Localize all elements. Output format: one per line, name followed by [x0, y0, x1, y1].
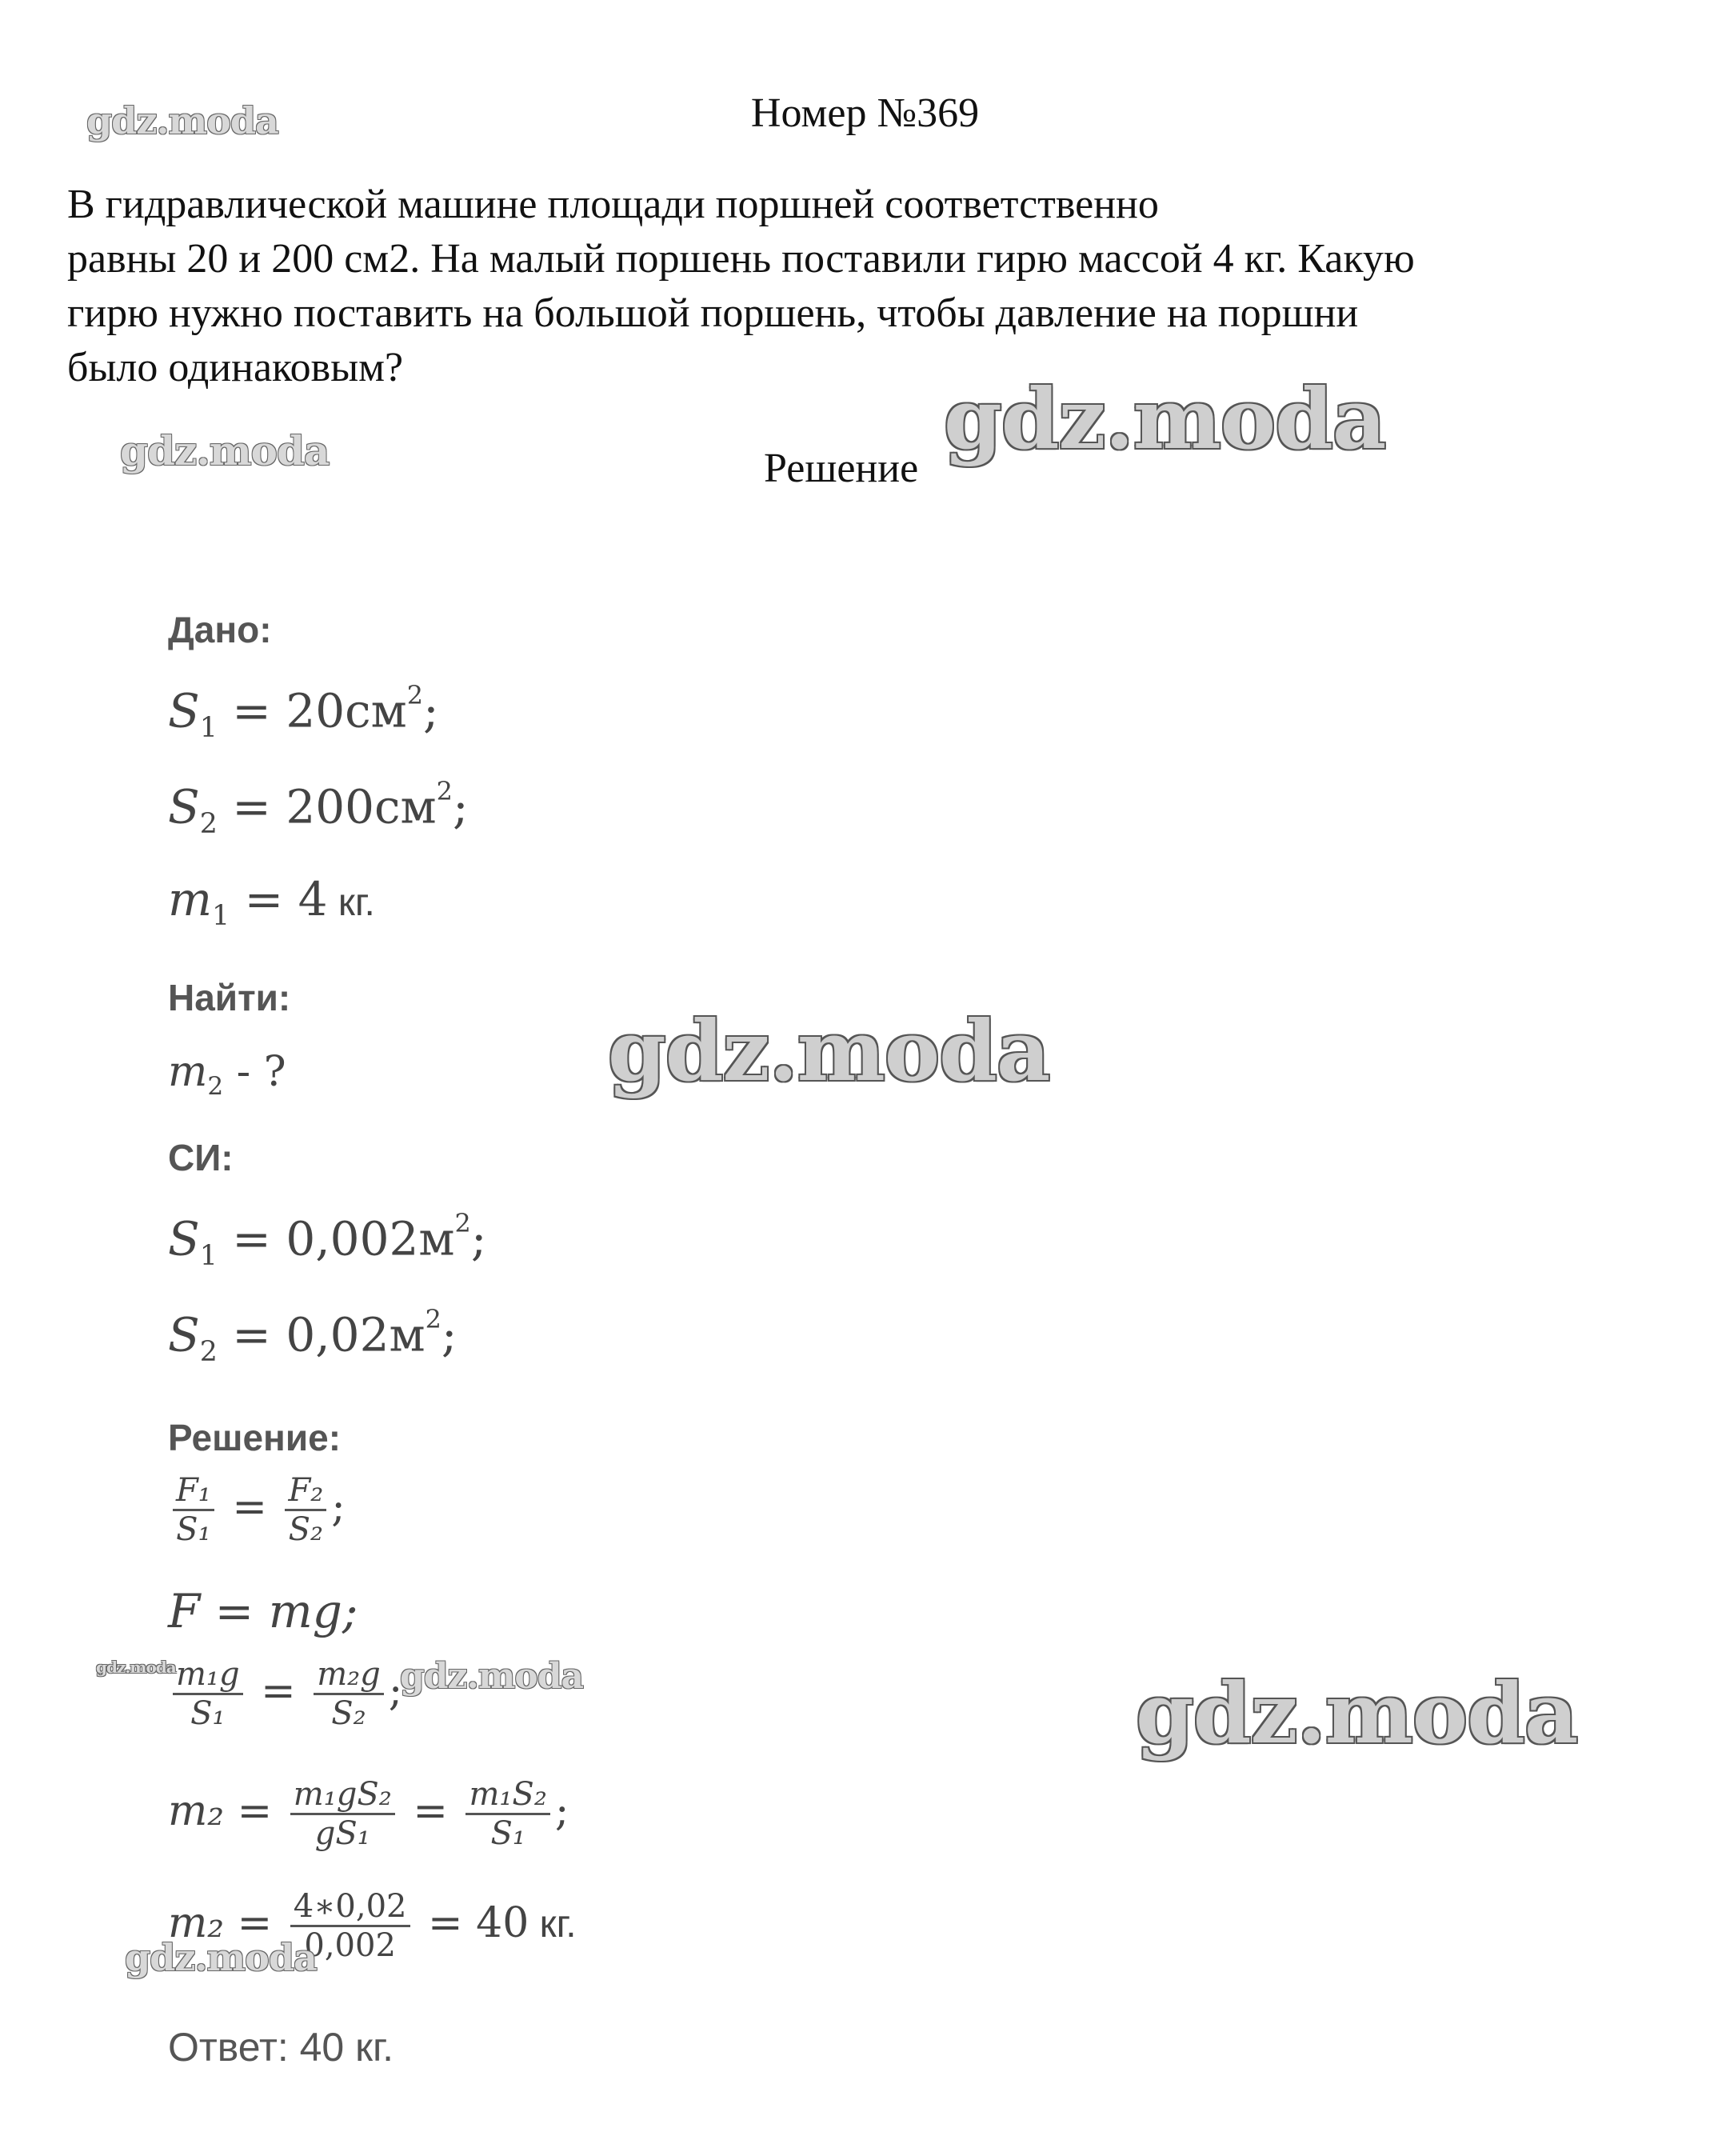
given-s2: $S_2 = 200см^2$; [168, 776, 469, 840]
watermark-large-top: gdz.moda [944, 370, 1386, 468]
fraction: $\frac{\text{m₁g}}{\text{S₁}}$ [173, 1656, 243, 1732]
problem-line: равны 20 и 200 см2. На малый поршень поставили гирю массой 4 кг. Какую [67, 236, 1415, 282]
fraction: $\frac{\text{m₁gS₂}}{\text{gS₁}}$ [290, 1776, 395, 1852]
watermark-top-left: gdz.moda [86, 99, 278, 142]
find-label: Найти: [168, 977, 291, 1018]
solution-label: Решение: [168, 1417, 342, 1458]
watermark-large-middle: gdz.moda [608, 1002, 1050, 1100]
equation-mass-ratio: $\frac{\text{m₁g}}{\text{S₁}}$ = $\frac{\text{m₂g}}{\text{S₂}}$ ; [168, 1656, 402, 1732]
given-s1: $S_1 = 20см^2$; [168, 680, 439, 744]
fraction: $\frac{\text{m₁S₂}}{\text{S₁}}$ [465, 1776, 549, 1852]
equation-pressure: $\frac{\text{F₁}}{\text{S₁}}$ = $\frac{\text{F₂}}{\text{S₂}}$ ; [168, 1472, 346, 1548]
fraction: $\frac{\text{m₂g}}{\text{S₂}}$ [314, 1656, 384, 1732]
watermark-small-eq: gdz.moda [400, 1656, 584, 1697]
section-title: Решение [764, 446, 919, 491]
page-title: Номер №369 [750, 90, 980, 136]
fraction: $\frac{\text{F₁}}{\text{S₁}}$ [173, 1472, 214, 1548]
watermark-bottom-left: gdz.moda [125, 1936, 317, 1979]
equation-m2-result: m₂ = $\frac{4∗0,02}{0,002}$ = 40 кг. [168, 1888, 577, 1964]
find-m2: $m_2$ - ? [168, 1048, 286, 1101]
equation-force: F = mg; [168, 1584, 358, 1638]
watermark-left: gdz.moda [120, 427, 330, 474]
answer: Ответ: 40 кг. [168, 2025, 394, 2070]
si-s1: $S_1 = 0,002м^2$; [168, 1208, 487, 1272]
given-label: Дано: [168, 609, 272, 650]
solution-image [160, 592, 880, 2070]
watermark-tiny: gdz.moda [96, 1658, 176, 1677]
problem-text [67, 178, 1699, 395]
fraction: $\frac{\text{F₂}}{\text{S₂}}$ [285, 1472, 326, 1548]
problem-line: В гидравлической машине площади поршней соответственно [67, 182, 1159, 227]
si-label: СИ: [168, 1137, 234, 1178]
watermark-large-right: gdz.moda [1136, 1664, 1578, 1762]
problem-line: было одинаковым? [67, 345, 404, 390]
equation-m2-formula: m₂ = $\frac{\text{m₁gS₂}}{\text{gS₁}}$ = $\frac{\text{m₁S₂}}{\text{S₁}}$ ; [168, 1776, 569, 1852]
si-s2: $S_2 = 0,02м^2$; [168, 1304, 457, 1368]
fraction: $\frac{4∗0,02}{0,002}$ [290, 1888, 410, 1964]
problem-line: гирю нужно поставить на большой поршень, чтобы давление на поршни [67, 290, 1359, 336]
given-m1: $m_1 = 4$ кг. [168, 872, 375, 933]
